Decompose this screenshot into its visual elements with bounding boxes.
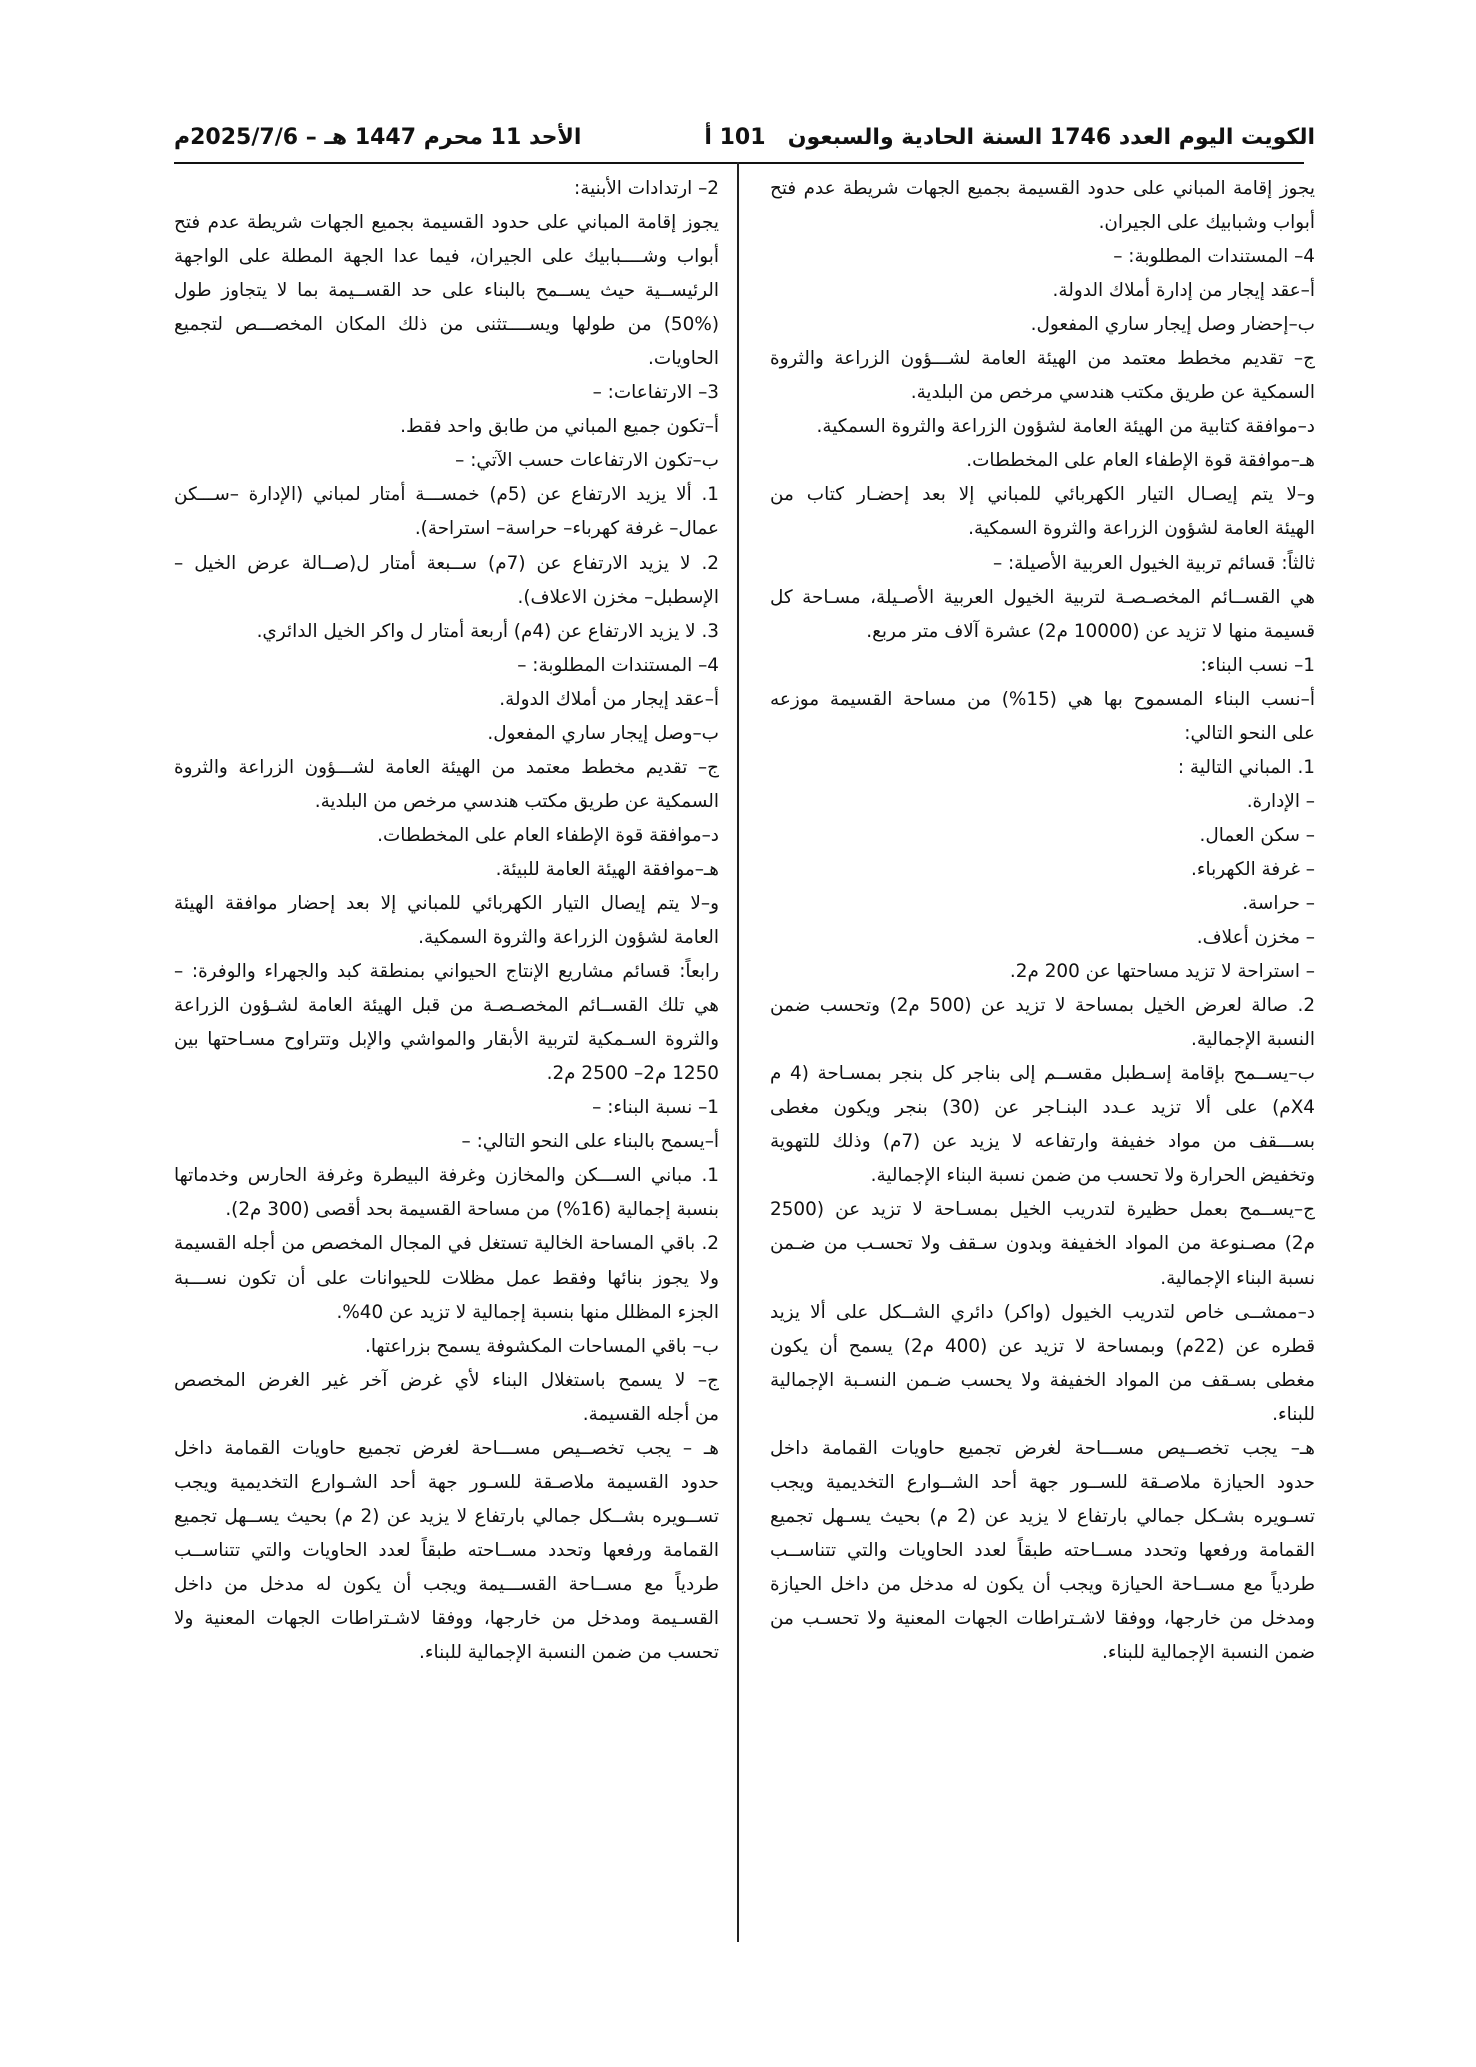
text-line: حدود القسيمة ملاصـقة للسـور جهة أحد الشـوارع التخديمية ويجب bbox=[174, 1471, 719, 1493]
text-line: أ–عقد إيجار من أملاك الدولة. bbox=[499, 688, 719, 710]
text-line: ب–يســمح بإقامة إسـطبل مقســم إلى بناجر كل بنجر بمسـاحة (4 م bbox=[770, 1063, 1315, 1085]
text-line: 1– نسبة البناء: – bbox=[592, 1097, 719, 1119]
text-line: بســـقف من مواد خفيفة وارتفاعه لا يزيد عن (7م) وذلك للتهوية bbox=[770, 1131, 1315, 1153]
text-line: القسـيمة ومدخل من خارجها، ووفقا لاشـتراطات الجهات المعنية ولا bbox=[174, 1607, 719, 1629]
text-line: على النحو التالي: bbox=[1184, 722, 1315, 744]
text-line: السمكية عن طريق مكتب هندسي مرخص من البلدية. bbox=[910, 382, 1315, 404]
text-line: والثروة السـمكية لتربية الأبقار والمواشي والإبل وتتراوح مسـاحتها بين bbox=[174, 1029, 719, 1051]
text-line: للبناء. bbox=[1272, 1403, 1315, 1425]
text-line: قطره عن (22م) وبمساحة لا تزيد عن (400 م2) يسمح أن يكون bbox=[770, 1335, 1315, 1357]
text-line: السمكية عن طريق مكتب هندسي مرخص من البلدية. bbox=[314, 790, 719, 812]
text-line: ج–يســمح بعمل حظيرة لتدريب الخيل بمسـاحة لا تزيد عن (2500 bbox=[770, 1199, 1315, 1221]
text-line: ضمن النسبة الإجمالية للبناء. bbox=[1102, 1642, 1315, 1664]
text-line: نسبة البناء الإجمالية. bbox=[1160, 1267, 1315, 1289]
text-line: د–ممشــى خاص لتدريب الخيول (واكر) دائري الشــكل على ألا يزيد bbox=[770, 1301, 1315, 1323]
text-line: هي القســائم المخصـصـة لتربية الخيول العربية الأصـيلة، مسـاحة كل bbox=[770, 586, 1315, 608]
header-issue-info: الكويت اليوم العدد 1746 السنة الحادية والسبعون bbox=[787, 125, 1315, 150]
text-line: – غرفة الكهرباء. bbox=[1190, 858, 1315, 880]
text-line: 4– المستندات المطلوبة: – bbox=[517, 654, 719, 676]
text-line: ثالثاً: قسائم تربية الخيول العربية الأصيلة: – bbox=[992, 552, 1315, 574]
text-line: 2. لا يزيد الارتفاع عن (7م) ســبعة أمتار ل(صــالة عرض الخيل – bbox=[174, 552, 719, 574]
text-line: الإسطبل– مخزن الاعلاف). bbox=[517, 586, 719, 608]
text-line: – الإدارة. bbox=[1246, 790, 1315, 812]
text-line: هـ– يجب تخصــيص مســـاحة لغرض تجميع حاويات القمامة داخل bbox=[770, 1437, 1315, 1459]
text-line: رابعاً: قسائم مشاريع الإنتاج الحيواني بمنطقة كبد والجهراء والوفرة: – bbox=[174, 961, 719, 983]
page-number: 101 أ bbox=[704, 125, 766, 150]
text-line: أبواب وشــــبابيك على الجيران، فيما عدا الجهة المطلة على الواجهة bbox=[174, 246, 719, 268]
text-line: حدود الحيازة ملاصـقة للســور جهة أحد الشــوارع التخديمية ويجب bbox=[770, 1471, 1315, 1493]
text-line: 2. باقي المساحة الخالية تستغل في المجال المخصص من أجله القسيمة bbox=[174, 1233, 719, 1255]
text-line: 1250 م2– 2500 م2. bbox=[546, 1063, 719, 1085]
text-line: – استراحة لا تزيد مساحتها عن 200 م2. bbox=[1009, 961, 1315, 983]
text-line: ومدخل من خارجها، ووفقا لاشـتراطات الجهات المعنية ولا تحسـب من bbox=[770, 1607, 1315, 1629]
text-line: تسـويره بشـكل جمالي بارتفاع لا يزيد عن (2 م) بحيث يسـهل تجميع bbox=[770, 1505, 1315, 1527]
text-line: – حراسة. bbox=[1242, 892, 1315, 914]
text-line: هـ – يجب تخصــيص مســـاحة لغرض تجميع حاويات القمامة داخل bbox=[174, 1437, 719, 1459]
text-line: هـ–موافقة قوة الإطفاء العام على المخططات. bbox=[966, 450, 1315, 472]
text-line: 1. المباني التالية : bbox=[1177, 756, 1315, 778]
text-line: تســويره بشــكل جمالي بارتفاع لا يزيد عن (2 م) بحيث يســهل تجميع bbox=[174, 1505, 719, 1527]
text-line: طردياً مع مســاحة الحيازة ويجب أن يكون له مدخل من داخل الحيازة bbox=[770, 1573, 1315, 1595]
text-line: – مخزن أعلاف. bbox=[1196, 927, 1315, 949]
text-line: يجوز إقامة المباني على حدود القسيمة بجميع الجهات شريطة عدم فتح bbox=[770, 178, 1315, 199]
text-line: ج– لا يسمح باستغلال البناء لأي غرض آخر غير الغرض المخصص bbox=[174, 1369, 719, 1391]
text-line: القمامة ورفعها وتحدد مســاحته طبقاً لعدد الحاويات والتي تتناســب bbox=[770, 1539, 1315, 1561]
text-line: و–لا يتم إيصال التيار الكهربائي للمباني إلا بعد إحضار موافقة الهيئة bbox=[174, 892, 719, 914]
column-left bbox=[174, 172, 719, 1670]
text-line: يجوز إقامة المباني على حدود القسيمة بجميع الجهات شريطة عدم فتح bbox=[174, 212, 719, 234]
text-line: 1. مباني الســـكن والمخازن وغرفة البيطرة وغرفة الحارس وخدماتها bbox=[174, 1165, 719, 1187]
text-line: النسبة الإجمالية. bbox=[1191, 1029, 1315, 1051]
text-line: 2– ارتدادات الأبنية: bbox=[574, 178, 719, 199]
text-line: طردياً مع مســاحة القســـيمة ويجب أن يكون له مدخل من داخل bbox=[174, 1573, 719, 1595]
text-line: ب–تكون الارتفاعات حسب الآتي: – bbox=[455, 450, 719, 472]
text-line: 1– نسب البناء: bbox=[1200, 654, 1315, 676]
text-line: أ–تكون جميع المباني من طابق واحد فقط. bbox=[400, 416, 719, 438]
text-line: أ–نسب البناء المسموح بها هي (15%) من مساحة القسيمة موزعه bbox=[770, 688, 1315, 710]
text-line: الرئيســية حيث يســمح بالبناء على حد القســيمة بما لا يتجاوز طول bbox=[174, 280, 719, 302]
text-line: أ–عقد إيجار من إدارة أملاك الدولة. bbox=[1052, 280, 1315, 302]
column-divider bbox=[737, 162, 739, 1942]
text-line: بنسبة إجمالية (16%) من مساحة القسيمة بحد أقصى (300 م2). bbox=[225, 1199, 719, 1221]
text-line: 4– المستندات المطلوبة: – bbox=[1113, 246, 1315, 268]
text-line: القمامة ورفعها وتحدد مســاحته طبقاً لعدد الحاويات والتي تتناســب bbox=[174, 1539, 719, 1561]
text-line: ولا يجوز بنائها وفقط عمل مظلات للحيوانات على أن تكون نســـبة bbox=[174, 1267, 719, 1289]
text-line: الحاويات. bbox=[648, 348, 719, 370]
text-line: م2) مصـنوعة من المواد الخفيفة وبدون سـقف ولا تحسـب من ضـمن bbox=[770, 1233, 1315, 1255]
text-line: ج– تقديم مخطط معتمد من الهيئة العامة لشـــؤون الزراعة والثروة bbox=[174, 756, 719, 778]
text-line: X4م) على ألا تزيد عـدد البنـاجر عن (30) بنجر ويكون مغطى bbox=[770, 1097, 1315, 1119]
text-line: (50%) من طولها ويســــتثنى من ذلك المكان المخصـــص لتجميع bbox=[174, 314, 719, 336]
header-date: الأحد 11 محرم 1447 هـ – 2025/7/6م bbox=[174, 125, 582, 150]
text-line: ب–وصل إيجار ساري المفعول. bbox=[487, 722, 719, 744]
text-line: العامة لشؤون الزراعة والثروة السمكية. bbox=[418, 927, 719, 949]
text-line: قسيمة منها لا تزيد عن (10000 م2) عشرة آلاف متر مربع. bbox=[866, 620, 1315, 642]
text-line: د–موافقة كتابية من الهيئة العامة لشؤون الزراعة والثروة السمكية. bbox=[816, 416, 1315, 438]
text-line: 2. صالة لعرض الخيل بمساحة لا تزيد عن (500 م2) وتحسب ضمن bbox=[770, 995, 1315, 1017]
text-line: الهيئة العامة لشؤون الزراعة والثروة السمكية. bbox=[968, 518, 1315, 540]
text-line: هـ–موافقة الهيئة العامة للبيئة. bbox=[495, 858, 719, 880]
column-right bbox=[770, 172, 1315, 1670]
text-line: ب–إحضار وصل إيجار ساري المفعول. bbox=[1030, 314, 1315, 336]
text-line: مغطى بسـقف من المواد الخفيفة ولا يحسب ضـمن النسـبة الإجمالية bbox=[770, 1369, 1315, 1391]
text-line: هي تلك القســائم المخصـصـة من قبل الهيئة العامة لشـؤون الزراعة bbox=[174, 995, 719, 1017]
text-line: وتخفيض الحرارة ولا تحسب من ضمن نسبة البناء الإجمالية. bbox=[870, 1165, 1315, 1187]
text-line: الجزء المظلل منها بنسبة إجمالية لا تزيد عن 40%. bbox=[336, 1301, 719, 1323]
text-line: د–موافقة قوة الإطفاء العام على المخططات. bbox=[377, 824, 719, 846]
text-line: ج– تقديم مخطط معتمد من الهيئة العامة لشـــؤون الزراعة والثروة bbox=[770, 348, 1315, 370]
text-line: – سكن العمال. bbox=[1199, 824, 1315, 846]
text-line: أبواب وشبابيك على الجيران. bbox=[1098, 212, 1315, 234]
text-line: أ–يسمح بالبناء على النحو التالي: – bbox=[461, 1131, 719, 1153]
text-line: ب– باقي المساحات المكشوفة يسمح بزراعتها. bbox=[364, 1335, 719, 1357]
header-divider bbox=[174, 162, 1304, 164]
text-line: عمال– غرفة كهرباء– حراسة– استراحة). bbox=[414, 518, 719, 540]
text-line: 3. لا يزيد الارتفاع عن (4م) أربعة أمتار ل واكر الخيل الدائري. bbox=[256, 620, 719, 642]
text-line: و–لا يتم إيصـال التيار الكهربائي للمباني إلا بعد إحضـار كتاب من bbox=[770, 484, 1315, 506]
text-line: من أجله القسيمة. bbox=[582, 1403, 719, 1425]
text-line: تحسب من ضمن النسبة الإجمالية للبناء. bbox=[419, 1642, 719, 1664]
text-line: 3– الارتفاعات: – bbox=[592, 382, 719, 404]
text-line: 1. ألا يزيد الارتفاع عن (5م) خمســـة أمتار لمباني (الإدارة –ســـكن bbox=[174, 484, 719, 506]
